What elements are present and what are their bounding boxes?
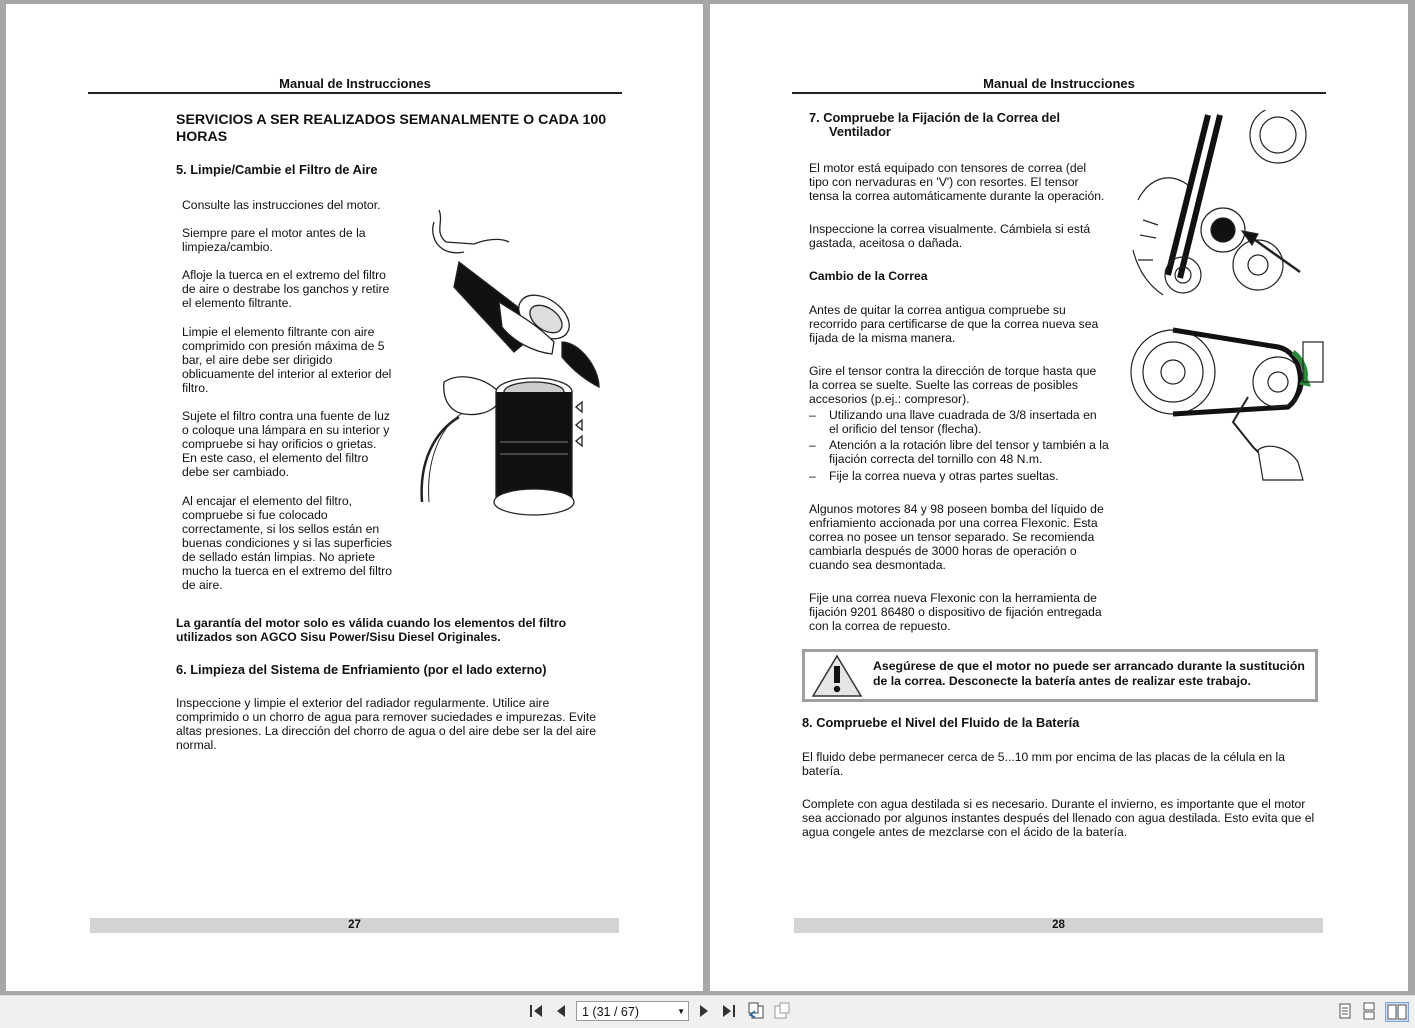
page-header: Manual de Instrucciones [983, 76, 1135, 91]
single-page-icon[interactable] [1338, 1002, 1352, 1020]
section5-title: 5. Limpie/Cambie el Filtro de Aire [176, 162, 378, 177]
section5-body [182, 198, 392, 606]
list-item-text: Fije la correa nueva y otras partes sueltas. [829, 468, 1059, 483]
section5-paragraph: Sujete el filtro contra una fuente de luz o coloque una lámpara en su interior y compruebe si hay orificios o grietas. En este caso, el elemento del filtro debe ser cambiado. [182, 409, 390, 480]
continuous-icon[interactable] [1362, 1002, 1376, 1020]
paragraph: Antes de quitar la correa antigua compruebe su recorrido para certificarse de que la correa nueva sea fijada de la misma manera. [809, 302, 1099, 345]
paragraph: El fluido debe permanecer cerca de 5...10 mm por encima de las placas de la célula en la batería. [802, 750, 1286, 779]
bullet-marker: – [809, 408, 816, 423]
list-item-text: Atención a la rotación libre del tensor y también a la fijación correcta del tornillo con 48 N.m. [829, 438, 1109, 467]
prev-page-icon[interactable] [554, 1002, 568, 1020]
chevron-down-icon: ▼ [677, 1007, 685, 1016]
belt-tensioner-illustration [1128, 110, 1328, 310]
page-number: 28 [794, 918, 1323, 933]
paragraph: Gire el tensor contra la dirección de torque hasta que la correa se suelte. Suelte las correas de posibles accesorios (p.ej.: compresor). [809, 363, 1097, 407]
last-page-icon[interactable] [721, 1002, 737, 1020]
paragraph: Algunos motores 84 y 98 poseen bomba del líquido de enfriamiento accionada por una correa Flexonic. Esta correa no posee un tensor separado. Se recomienda cambiarla después de 3000 horas de operación o cuando sea desmontada. [809, 501, 1104, 572]
section6-body: Inspeccione y limpie el exterior del radiador regularmente. Utilice aire comprimido o un chorro de agua para remover suciedades e impurezas. Evite altas presiones. La dirección del chorro de agua o del aire debe ser la del aire normal. [176, 696, 597, 753]
section7-title-line2: Ventilador [829, 124, 891, 140]
right-page [710, 4, 1408, 991]
section8-title: 8. Compruebe el Nivel del Fluido de la Batería [802, 715, 1080, 730]
bullet-marker: – [809, 468, 816, 483]
left-page [6, 4, 703, 991]
go-back-icon[interactable] [746, 1002, 766, 1020]
warning-text: Asegúrese de que el motor no puede ser arrancado durante la sustitución de la correa. Desconecte la batería antes de realizar este trabajo. [873, 659, 1305, 688]
paragraph: Complete con agua destilada si es necesario. Durante el invierno, es importante que el motor sea accionado por algunos instantes después del llenado con agua destilada. Esto evita que el agua congele antes de mezclarse con el ácido de la batería. [802, 797, 1315, 840]
paragraph: Inspeccione la correa visualmente. Cámbiela si está gastada, aceitosa o dañada. [809, 222, 1091, 251]
go-forward-icon[interactable] [772, 1002, 792, 1020]
section5-paragraph: Afloje la tuerca en el extremo del filtro de aire o destrabe los ganchos y retire el elemento filtrante. [182, 268, 390, 311]
header-rule [792, 92, 1326, 94]
section5-paragraph: Al encajar el elemento del filtro, compruebe si fue colocado correctamente, si los sellos están en buenas condiciones y si las superficies de sellado están limpias. No apriete mucho la tuerca en el extremo del filtro de aire. [182, 493, 393, 593]
air-filter-illustration [404, 202, 604, 532]
paragraph: Fije una correa nueva Flexonic con la herramienta de fijación 9201 86480 o dispositivo de fijación entregada con la correa de repuesto. [809, 591, 1102, 634]
bullet-marker: – [809, 438, 816, 453]
page-title: SERVICIOS A SER REALIZADOS SEMANALMENTE O CADA 100 HORAS [176, 112, 607, 145]
facing-pages-icon[interactable] [1385, 1002, 1409, 1022]
list-item [809, 469, 1109, 483]
section5-paragraph: Limpie el elemento filtrante con aire comprimido con presión máxima de 5 bar, el aire debe ser dirigido oblicuamente del interior al exterior del filtro. [182, 324, 392, 395]
viewer-toolbar [0, 995, 1415, 1028]
section7-title [809, 111, 1089, 139]
list-item [809, 408, 1109, 436]
paragraph: El motor está equipado con tensores de correa (del tipo con nervaduras en 'V') con resortes. El tensor tensa la correa automáticamente durante la operación. [809, 161, 1105, 204]
header-rule [88, 92, 622, 94]
section8-body [802, 750, 1317, 853]
warranty-note: La garantía del motor solo es válida cuando los elementos del filtro utilizados son AGCO Sisu Power/Sisu Diesel Originales. [176, 616, 567, 645]
section5-paragraph: Consulte las instrucciones del motor. [182, 198, 381, 212]
section7-title-line1: 7. Compruebe la Fijación de la Correa del [809, 110, 1061, 125]
next-page-icon[interactable] [697, 1002, 711, 1020]
page-selector-value: 1 (31 / 67) [582, 1005, 639, 1019]
section7-body [809, 161, 1109, 647]
first-page-icon[interactable] [528, 1002, 544, 1020]
page-header: Manual de Instrucciones [279, 76, 431, 91]
warning-box [802, 649, 1318, 702]
warning-icon [811, 654, 863, 698]
page-selector[interactable] [576, 1001, 689, 1021]
page-number: 27 [90, 918, 619, 933]
subheading: Cambio de la Correa [809, 269, 928, 284]
section5-paragraph: Siempre pare el motor antes de la limpieza/cambio. [182, 226, 366, 255]
belt-wrench-illustration [1128, 322, 1328, 482]
list-item [809, 438, 1109, 466]
list-item-text: Utilizando una llave cuadrada de 3/8 insertada en el orificio del tensor (flecha). [829, 408, 1097, 437]
section6-title: 6. Limpieza del Sistema de Enfriamiento (por el lado externo) [176, 662, 547, 677]
